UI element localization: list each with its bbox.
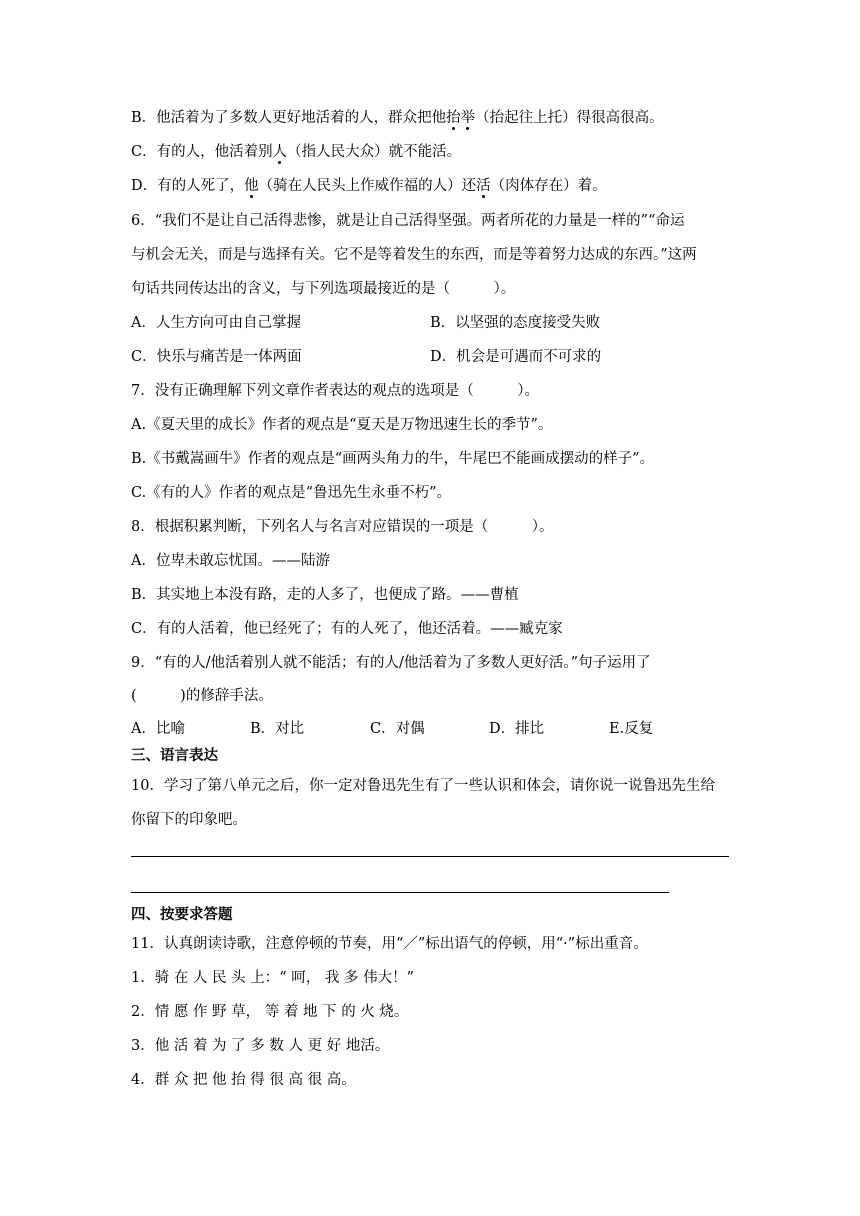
q11-stem: 11．认真朗读诗歌，注意停顿的节奏，用“／”标出语气的停顿，用“·”标出重音。 bbox=[131, 936, 648, 952]
q9-option-c: C．对偶 bbox=[370, 721, 425, 737]
emphasis-char: 抬 bbox=[446, 110, 461, 126]
q7-option-c: C.《有的人》作者的观点是“鲁迅先生永垂不朽”。 bbox=[131, 485, 452, 501]
q5-option-c bbox=[131, 142, 461, 162]
emphasis-char: 举 bbox=[460, 110, 476, 126]
q5-option-d-text: D．有的人死了， bbox=[131, 178, 245, 194]
q6-option-a: A．人生方向可由自己掌握 bbox=[131, 315, 301, 331]
emphasis-char: 他 bbox=[244, 178, 259, 194]
q10-stem-line2: 你留下的印象吧。 bbox=[131, 812, 247, 828]
q8-option-b: B．其实地上本没有路，走的人多了，也便成了路。——曹植 bbox=[131, 587, 519, 603]
emphasis-char: 人 bbox=[272, 144, 288, 160]
poem-line-2: 2．情 愿 作 野 草， 等 着 地 下 的 火 烧。 bbox=[131, 1004, 409, 1020]
q8-option-a: A．位卑未敢忘忧国。——陆游 bbox=[131, 553, 330, 569]
q10-stem-line1: 10．学习了第八单元之后，你一定对鲁迅先生有了一些认识和体会，请你说一说鲁迅先生给 bbox=[131, 778, 715, 794]
q7-option-a: A.《夏天里的成长》作者的观点是“夏天是万物迅速生长的季节”。 bbox=[131, 417, 553, 433]
q9-option-a: A．比喻 bbox=[131, 721, 185, 737]
poem-line-1: 1．骑 在 人 民 头 上：“ 呵， 我 多 伟大！” bbox=[131, 970, 415, 986]
q6-stem-line3: 句话共同传达出的含义，与下列选项最接近的是（ ）。 bbox=[131, 281, 516, 297]
q7-stem: 7．没有正确理解下列文章作者表达的观点的选项是（ ）。 bbox=[131, 383, 539, 399]
answer-line-2[interactable] bbox=[131, 892, 669, 893]
poem-line-4: 4．群 众 把 他 抬 得 很 高 很 高。 bbox=[131, 1072, 356, 1088]
q9-option-d: D．排比 bbox=[489, 721, 545, 737]
q9-option-e: E.反复 bbox=[609, 721, 654, 737]
q6-option-c: C．快乐与痛苦是一体两面 bbox=[131, 349, 302, 365]
q5-option-b-text: B．他活着为了多数人更好地活着的人，群众把他 bbox=[131, 110, 447, 126]
answer-line-1[interactable] bbox=[131, 856, 729, 857]
q5-option-d-text-mid: （骑在人民头上作威作福的人）还 bbox=[258, 178, 477, 194]
q6-option-b: B．以坚强的态度接受失败 bbox=[430, 315, 601, 331]
q9-stem-line2: ( )的修辞手法。 bbox=[131, 688, 273, 704]
poem-line-3: 3．他 活 着 为 了 多 数 人 更 好 地活。 bbox=[131, 1038, 390, 1054]
q9-stem-line1: 9．“有的人/他活着别人就不能活；有的人/他活着为了多数人更好活。”句子运用了 bbox=[131, 655, 651, 671]
q7-option-b: B.《书戴嵩画牛》作者的观点是“画两头角力的牛，牛尾巴不能画成摆动的样子”。 bbox=[131, 451, 655, 467]
section-heading-language-expression: 三、语言表达 bbox=[131, 748, 218, 764]
q6-stem-line1: 6．“我们不是让自己活得悲惨，就是让自己活得坚强。两者所花的力量是一样的”“命运 bbox=[131, 213, 685, 229]
q5-option-d bbox=[131, 176, 607, 196]
q8-option-c: C．有的人活着，他已经死了；有的人死了，他还活着。——臧克家 bbox=[131, 621, 563, 637]
q5-option-c-text: C．有的人，他活着别 bbox=[131, 144, 273, 160]
q5-option-b bbox=[131, 108, 664, 128]
emphasis-char: 活 bbox=[476, 178, 491, 194]
q6-stem-line2: 与机会无关，而是与选择有关。它不是等着发生的东西，而是等着努力达成的东西。”这两 bbox=[131, 247, 697, 263]
section-heading-answer-as-required: 四、按要求答题 bbox=[131, 907, 233, 923]
q5-option-c-text-end: （指人民大众）就不能活。 bbox=[287, 144, 462, 160]
q8-stem: 8．根据积累判断，下列名人与名言对应错误的一项是（ ）。 bbox=[131, 519, 554, 535]
q5-option-d-text-end: （肉体存在）着。 bbox=[490, 178, 607, 194]
q6-option-d: D．机会是可遇而不可求的 bbox=[430, 349, 602, 365]
q9-option-b: B．对比 bbox=[250, 721, 305, 737]
q5-option-b-text-end: （抬起往上托）得很高很高。 bbox=[475, 110, 664, 126]
